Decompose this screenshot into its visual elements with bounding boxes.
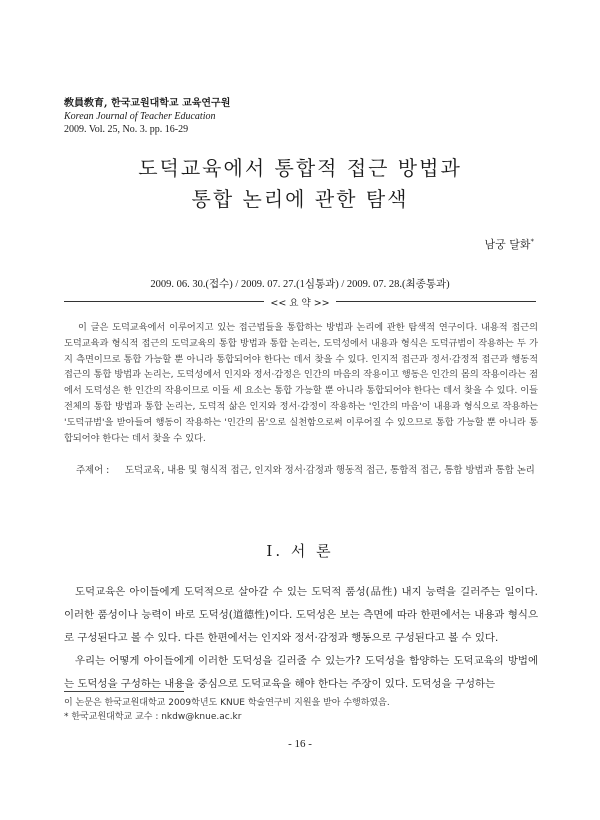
abstract-text: 이 글은 도덕교육에서 이루어지고 있는 접근법들을 통합하는 방법과 논리에 관한 탐색적 연구이다. 내용적 접근의 도덕교육과 형식적 접근의 도덕교육의 통합 방법과 통합 논리는, 도덕성에서 내용과 형식은 도덕규범이 작용하는 두 가지 측면이므로 통합 가능할 뿐 아니라 통합되어야 한다는 데서 찾을 수 있다. 인지적 접근과 정서·감정적 접근과 행동적 접근의 통합 방법과 논리는, 도덕성에서 인지와 정서·감정은 인간의 마음의 작용이고 행동은 인간의 몸의 작용이라는 점에서 도덕성은 한 인간의 작용이므로 이들 세 요소는 통합 가능할 뿐 아니라 통합되어야 한다는 데서 찾을 수 있다. 이들 전체의 통합 방법과 통합 논리는, 도덕적 삶은 인지와 정서·감정이 작용하는 '인간의 마음'이 내용과 형식으로 작용하는 '도덕규범'을 받아들여 행동이 작용하는 '인간의 몸'으로 실천함으로써 이루어질 수 있으므로 통합 가능할 뿐 아니라 통합되어야 한다는 데서 찾을 수 있다. <box>64 322 538 444</box>
abstract-heading-label: << 요 약 >> <box>270 298 330 309</box>
footnotes <box>64 696 538 724</box>
author <box>484 236 534 252</box>
journal-name-korean: 敎員敎育, 한국교원대학교 교육연구원 <box>64 98 231 109</box>
body-text <box>64 581 538 696</box>
paper-title-line-1: 도덕교육에서 통합적 접근 방법과 <box>138 156 462 180</box>
footnote-funding: 이 논문은 한국교원대학교 2009학년도 KNUE 학술연구비 지원을 받아 수행하였음. <box>64 698 390 708</box>
journal-volume: 2009. Vol. 25, No. 3. pp. 16-29 <box>64 124 189 135</box>
journal-header <box>64 97 230 136</box>
footnote-divider <box>64 691 184 692</box>
keywords-list: 도덕교육, 내용 및 형식적 접근, 인지와 정서·감정과 행동적 접근, 통합적 접근, 통합 방법과 통합 논리 <box>125 465 535 476</box>
submission-dates: 2009. 06. 30.(접수) / 2009. 07. 27.(1심통과) / 2009. 07. 28.(최종통과) <box>150 279 450 290</box>
body-paragraph-1: 도덕교육은 아이들에게 도덕적으로 살아갈 수 있는 도덕적 품성(品性) 내지 능력을 길러주는 일이다. 이러한 품성이나 능력이 바로 도덕성(道德性)이다. 도덕성은 보는 측면에 따라 한편에서는 내용과 형식으로 구성된다고 볼 수 있다. 다른 한편에서는 인지와 정서·감정과 행동으로 구성된다고 볼 수 있다. <box>64 586 538 644</box>
body-paragraph-2: 우리는 어떻게 아이들에게 이러한 도덕성을 길러줄 수 있는가? 도덕성을 함양하는 도덕교육의 방법에는 도덕성을 구성하는 내용을 중심으로 도덕교육을 해야 한다는 주장이 있다. 도덕성을 구성하는 <box>64 655 538 690</box>
abstract-rule-right <box>336 301 536 302</box>
keywords-label: 주제어 : <box>76 465 110 476</box>
author-footnote-mark: * <box>530 237 534 246</box>
section-title-introduction: I. 서 론 <box>266 542 334 560</box>
page-number: - 16 - <box>288 738 312 750</box>
footnote-author-affiliation: * 한국교원대학교 교수 : nkdw@knue.ac.kr <box>64 712 242 722</box>
paper-title-line-2: 통합 논리에 관한 탐색 <box>191 187 409 211</box>
author-name: 남궁 달화 <box>484 238 531 251</box>
journal-name-english: Korean Journal of Teacher Education <box>64 111 216 122</box>
abstract-heading <box>64 295 536 307</box>
